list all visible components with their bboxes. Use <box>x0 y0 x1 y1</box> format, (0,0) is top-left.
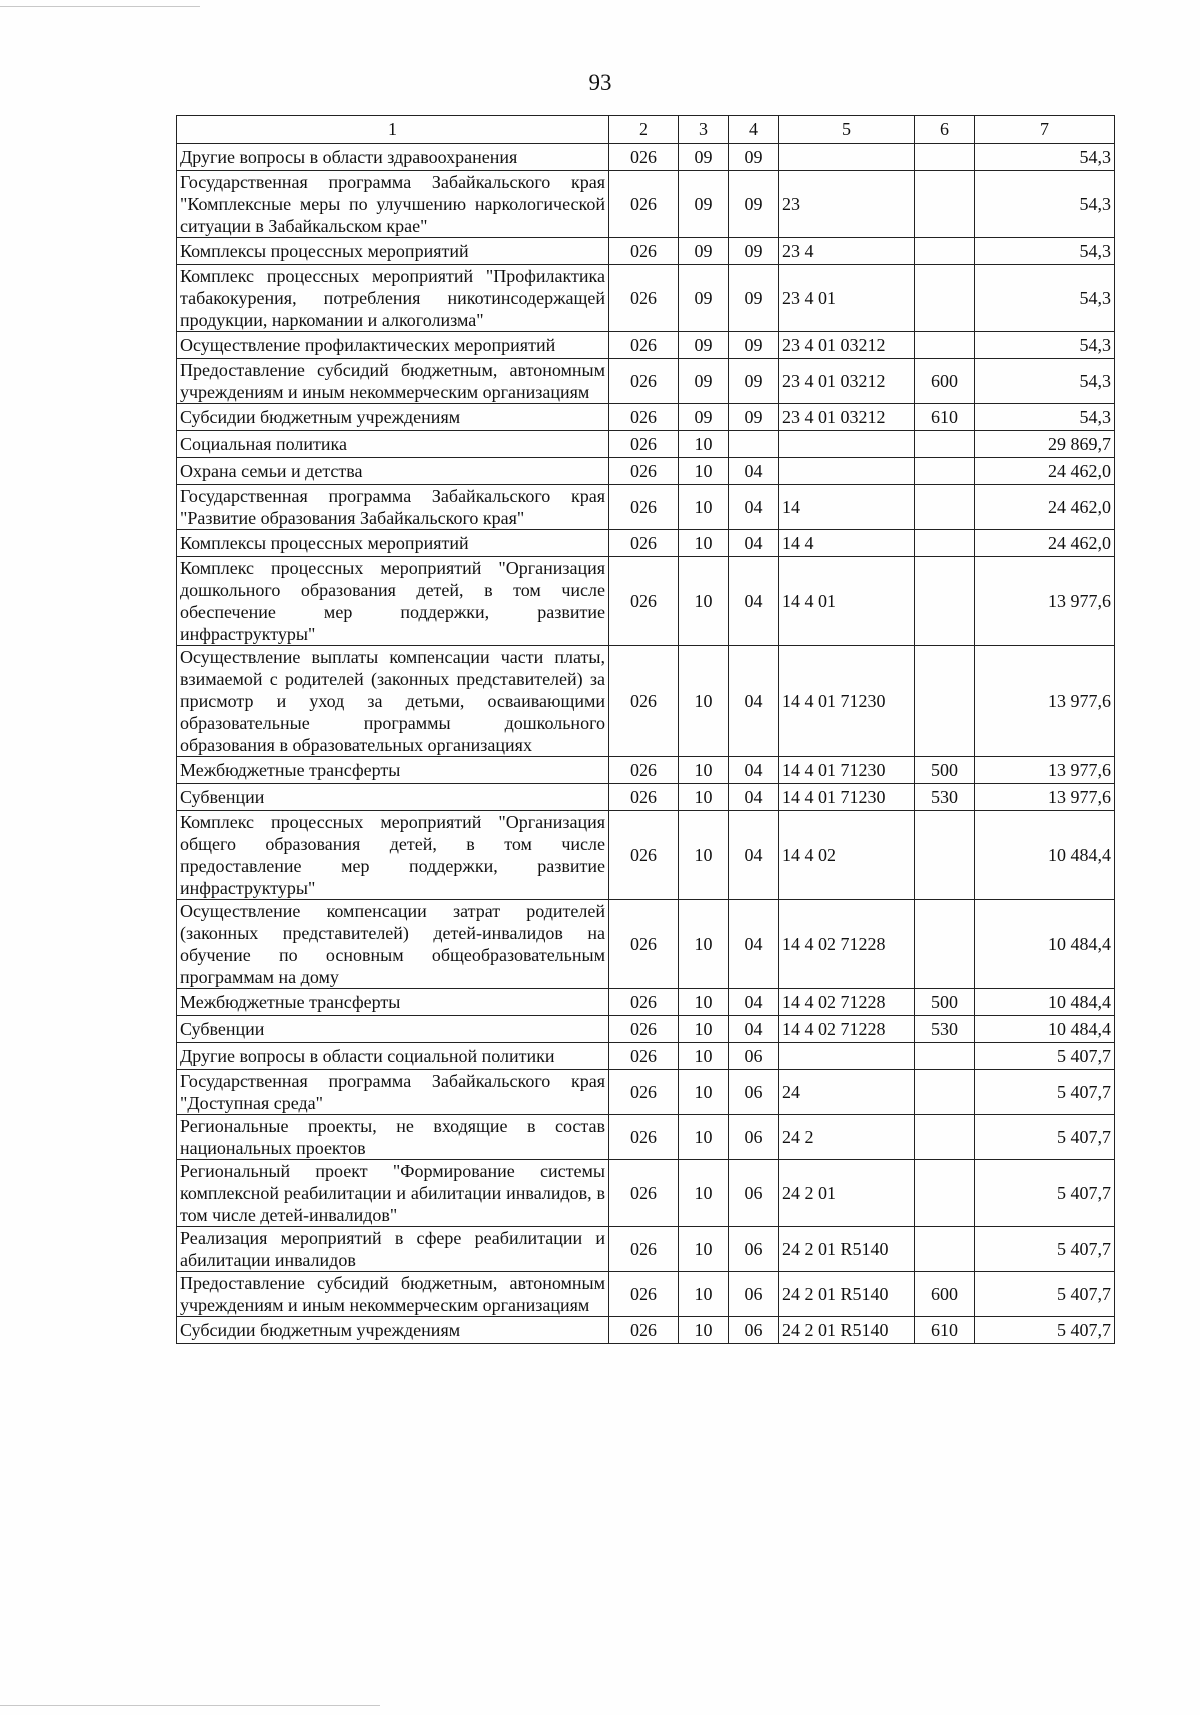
table-row <box>177 757 1115 784</box>
row-name: Предоставление субсидий бюджетным, автономным учреждениям и иным некоммерческим организациям <box>177 1272 609 1317</box>
table-header-row <box>177 116 1115 144</box>
table-row <box>177 359 1115 404</box>
cell-target-article: 24 2 <box>779 1115 915 1160</box>
table-row <box>177 784 1115 811</box>
row-name: Региональный проект "Формирование системы комплексной реабилитации и абилитации инвалидов, в том числе детей-инвалидов" <box>177 1160 609 1227</box>
row-name: Комплекс процессных мероприятий "Организация общего образования детей, в том числе предоставление мер поддержки, развитие инфраструктуры" <box>177 811 609 900</box>
row-name: Осуществление выплаты компенсации части платы, взимаемой с родителей (законных представителей) за присмотр и уход за детьми, осваивающими образовательные программы дошкольного образования в образовательных организациях <box>177 646 609 757</box>
cell-section: 10 <box>679 1043 729 1070</box>
cell-section: 10 <box>679 811 729 900</box>
cell-section: 10 <box>679 431 729 458</box>
cell-target-article: 23 4 <box>779 238 915 265</box>
cell-amount: 5 407,7 <box>975 1070 1115 1115</box>
row-name: Субсидии бюджетным учреждениям <box>177 1317 609 1344</box>
cell-amount: 10 484,4 <box>975 900 1115 989</box>
cell-ministry-code: 026 <box>609 332 679 359</box>
cell-subsection: 04 <box>729 784 779 811</box>
scan-artifact-line <box>0 6 200 7</box>
cell-expense-type <box>915 811 975 900</box>
row-name: Другие вопросы в области здравоохранения <box>177 144 609 171</box>
cell-amount: 5 407,7 <box>975 1160 1115 1227</box>
cell-subsection: 09 <box>729 359 779 404</box>
cell-amount: 13 977,6 <box>975 557 1115 646</box>
cell-section: 09 <box>679 171 729 238</box>
cell-section: 10 <box>679 900 729 989</box>
cell-ministry-code: 026 <box>609 1070 679 1115</box>
cell-target-article: 23 4 01 03212 <box>779 332 915 359</box>
table-row <box>177 811 1115 900</box>
cell-target-article: 14 4 02 <box>779 811 915 900</box>
cell-section: 10 <box>679 530 729 557</box>
cell-section: 09 <box>679 359 729 404</box>
cell-amount: 10 484,4 <box>975 811 1115 900</box>
cell-expense-type: 530 <box>915 1016 975 1043</box>
cell-subsection: 09 <box>729 238 779 265</box>
cell-expense-type <box>915 144 975 171</box>
cell-section: 10 <box>679 989 729 1016</box>
cell-ministry-code: 026 <box>609 900 679 989</box>
row-name: Предоставление субсидий бюджетным, автономным учреждениям и иным некоммерческим организациям <box>177 359 609 404</box>
cell-subsection: 04 <box>729 757 779 784</box>
cell-expense-type <box>915 265 975 332</box>
cell-ministry-code: 026 <box>609 458 679 485</box>
cell-subsection: 06 <box>729 1317 779 1344</box>
table-row <box>177 485 1115 530</box>
cell-expense-type <box>915 332 975 359</box>
cell-section: 10 <box>679 1115 729 1160</box>
column-header: 4 <box>729 116 779 144</box>
cell-subsection: 04 <box>729 485 779 530</box>
cell-amount: 54,3 <box>975 332 1115 359</box>
cell-expense-type <box>915 646 975 757</box>
cell-amount: 13 977,6 <box>975 646 1115 757</box>
cell-subsection: 06 <box>729 1227 779 1272</box>
cell-target-article: 24 2 01 R5140 <box>779 1272 915 1317</box>
cell-subsection: 04 <box>729 458 779 485</box>
cell-subsection: 04 <box>729 557 779 646</box>
cell-expense-type <box>915 530 975 557</box>
table-row <box>177 1070 1115 1115</box>
scan-artifact-line <box>0 1705 380 1706</box>
cell-amount: 54,3 <box>975 238 1115 265</box>
cell-expense-type <box>915 485 975 530</box>
cell-ministry-code: 026 <box>609 989 679 1016</box>
cell-amount: 10 484,4 <box>975 1016 1115 1043</box>
cell-subsection: 06 <box>729 1272 779 1317</box>
cell-subsection: 06 <box>729 1043 779 1070</box>
table-row <box>177 557 1115 646</box>
cell-ministry-code: 026 <box>609 1115 679 1160</box>
cell-target-article: 24 2 01 R5140 <box>779 1227 915 1272</box>
cell-ministry-code: 026 <box>609 431 679 458</box>
cell-section: 09 <box>679 238 729 265</box>
cell-amount: 24 462,0 <box>975 485 1115 530</box>
cell-target-article: 23 4 01 <box>779 265 915 332</box>
cell-target-article: 14 4 01 71230 <box>779 646 915 757</box>
row-name: Субвенции <box>177 1016 609 1043</box>
cell-section: 09 <box>679 144 729 171</box>
cell-ministry-code: 026 <box>609 1160 679 1227</box>
cell-expense-type: 500 <box>915 989 975 1016</box>
cell-amount: 54,3 <box>975 359 1115 404</box>
cell-expense-type <box>915 431 975 458</box>
cell-section: 10 <box>679 1160 729 1227</box>
cell-section: 10 <box>679 1227 729 1272</box>
table-row <box>177 1272 1115 1317</box>
row-name: Государственная программа Забайкальского края "Комплексные меры по улучшению наркологической ситуации в Забайкальском крае" <box>177 171 609 238</box>
cell-target-article: 24 <box>779 1070 915 1115</box>
table-row <box>177 1016 1115 1043</box>
row-name: Субвенции <box>177 784 609 811</box>
row-name: Осуществление компенсации затрат родителей (законных представителей) детей-инвалидов на обучение по основным общеобразовательным программам на дому <box>177 900 609 989</box>
cell-expense-type: 600 <box>915 359 975 404</box>
cell-expense-type <box>915 1227 975 1272</box>
cell-target-article <box>779 144 915 171</box>
cell-subsection: 06 <box>729 1070 779 1115</box>
cell-subsection: 09 <box>729 171 779 238</box>
cell-section: 10 <box>679 557 729 646</box>
cell-amount: 24 462,0 <box>975 458 1115 485</box>
cell-expense-type <box>915 458 975 485</box>
cell-section: 09 <box>679 265 729 332</box>
cell-amount: 54,3 <box>975 171 1115 238</box>
cell-target-article: 14 4 01 71230 <box>779 784 915 811</box>
cell-expense-type: 610 <box>915 404 975 431</box>
cell-subsection: 06 <box>729 1115 779 1160</box>
cell-subsection: 04 <box>729 900 779 989</box>
cell-amount: 54,3 <box>975 144 1115 171</box>
row-name: Комплексы процессных мероприятий <box>177 238 609 265</box>
table-row <box>177 458 1115 485</box>
cell-section: 10 <box>679 784 729 811</box>
cell-expense-type: 530 <box>915 784 975 811</box>
cell-amount: 5 407,7 <box>975 1115 1115 1160</box>
cell-ministry-code: 026 <box>609 784 679 811</box>
table-row <box>177 404 1115 431</box>
row-name: Межбюджетные трансферты <box>177 757 609 784</box>
table-row <box>177 646 1115 757</box>
column-header: 7 <box>975 116 1115 144</box>
cell-amount: 13 977,6 <box>975 784 1115 811</box>
row-name: Государственная программа Забайкальского края "Доступная среда" <box>177 1070 609 1115</box>
cell-target-article: 14 4 02 71228 <box>779 1016 915 1043</box>
cell-section: 09 <box>679 404 729 431</box>
cell-amount: 13 977,6 <box>975 757 1115 784</box>
row-name: Социальная политика <box>177 431 609 458</box>
row-name: Осуществление профилактических мероприятий <box>177 332 609 359</box>
cell-target-article: 24 2 01 R5140 <box>779 1317 915 1344</box>
cell-target-article: 23 4 01 03212 <box>779 359 915 404</box>
row-name: Охрана семьи и детства <box>177 458 609 485</box>
table-row <box>177 332 1115 359</box>
cell-subsection: 06 <box>729 1160 779 1227</box>
cell-section: 10 <box>679 485 729 530</box>
budget-table <box>176 115 1115 1344</box>
table-row <box>177 1227 1115 1272</box>
cell-subsection: 09 <box>729 404 779 431</box>
cell-target-article: 14 4 <box>779 530 915 557</box>
cell-ministry-code: 026 <box>609 757 679 784</box>
row-name: Субсидии бюджетным учреждениям <box>177 404 609 431</box>
table-row <box>177 1317 1115 1344</box>
column-header: 2 <box>609 116 679 144</box>
cell-subsection: 04 <box>729 989 779 1016</box>
table-row <box>177 989 1115 1016</box>
cell-ministry-code: 026 <box>609 1043 679 1070</box>
cell-expense-type <box>915 171 975 238</box>
cell-amount: 24 462,0 <box>975 530 1115 557</box>
cell-expense-type <box>915 238 975 265</box>
cell-amount: 5 407,7 <box>975 1227 1115 1272</box>
cell-subsection: 04 <box>729 1016 779 1043</box>
cell-section: 10 <box>679 1016 729 1043</box>
page-number: 93 <box>588 70 612 95</box>
cell-subsection: 04 <box>729 530 779 557</box>
cell-ministry-code: 026 <box>609 404 679 431</box>
cell-section: 10 <box>679 1317 729 1344</box>
cell-section: 09 <box>679 332 729 359</box>
cell-amount: 10 484,4 <box>975 989 1115 1016</box>
cell-target-article: 23 <box>779 171 915 238</box>
cell-section: 10 <box>679 458 729 485</box>
table-row <box>177 238 1115 265</box>
cell-expense-type <box>915 1115 975 1160</box>
cell-expense-type <box>915 557 975 646</box>
cell-expense-type <box>915 1160 975 1227</box>
table-row <box>177 144 1115 171</box>
column-header: 3 <box>679 116 729 144</box>
cell-ministry-code: 026 <box>609 1227 679 1272</box>
table-row <box>177 1160 1115 1227</box>
cell-ministry-code: 026 <box>609 530 679 557</box>
cell-ministry-code: 026 <box>609 1016 679 1043</box>
cell-expense-type <box>915 900 975 989</box>
cell-expense-type <box>915 1043 975 1070</box>
column-header: 6 <box>915 116 975 144</box>
cell-ministry-code: 026 <box>609 265 679 332</box>
cell-target-article: 14 <box>779 485 915 530</box>
cell-target-article: 14 4 02 71228 <box>779 900 915 989</box>
cell-target-article: 23 4 01 03212 <box>779 404 915 431</box>
cell-target-article: 14 4 01 <box>779 557 915 646</box>
cell-ministry-code: 026 <box>609 359 679 404</box>
table-row <box>177 1115 1115 1160</box>
cell-ministry-code: 026 <box>609 1317 679 1344</box>
row-name: Комплекс процессных мероприятий "Профилактика табакокурения, потребления никотинсодержащей продукции, наркомании и алкоголизма" <box>177 265 609 332</box>
cell-amount: 54,3 <box>975 265 1115 332</box>
row-name: Межбюджетные трансферты <box>177 989 609 1016</box>
table-row <box>177 900 1115 989</box>
cell-ministry-code: 026 <box>609 1272 679 1317</box>
cell-target-article <box>779 458 915 485</box>
cell-amount: 5 407,7 <box>975 1317 1115 1344</box>
table-row <box>177 1043 1115 1070</box>
cell-subsection: 04 <box>729 646 779 757</box>
cell-amount: 5 407,7 <box>975 1043 1115 1070</box>
column-header: 1 <box>177 116 609 144</box>
cell-expense-type: 600 <box>915 1272 975 1317</box>
cell-section: 10 <box>679 1070 729 1115</box>
cell-target-article <box>779 431 915 458</box>
row-name: Комплекс процессных мероприятий "Организация дошкольного образования детей, в том числе обеспечение мер поддержки, развитие инфраструктуры" <box>177 557 609 646</box>
cell-ministry-code: 026 <box>609 144 679 171</box>
cell-target-article <box>779 1043 915 1070</box>
row-name: Другие вопросы в области социальной политики <box>177 1043 609 1070</box>
cell-subsection: 09 <box>729 265 779 332</box>
cell-section: 10 <box>679 757 729 784</box>
table-row <box>177 431 1115 458</box>
cell-subsection <box>729 431 779 458</box>
cell-amount: 54,3 <box>975 404 1115 431</box>
cell-expense-type <box>915 1070 975 1115</box>
cell-ministry-code: 026 <box>609 557 679 646</box>
cell-target-article: 14 4 01 71230 <box>779 757 915 784</box>
cell-section: 10 <box>679 1272 729 1317</box>
cell-section: 10 <box>679 646 729 757</box>
table-row <box>177 265 1115 332</box>
row-name: Государственная программа Забайкальского края "Развитие образования Забайкальского края" <box>177 485 609 530</box>
cell-amount: 5 407,7 <box>975 1272 1115 1317</box>
row-name: Реализация мероприятий в сфере реабилитации и абилитации инвалидов <box>177 1227 609 1272</box>
cell-expense-type: 610 <box>915 1317 975 1344</box>
cell-ministry-code: 026 <box>609 646 679 757</box>
cell-ministry-code: 026 <box>609 171 679 238</box>
cell-ministry-code: 026 <box>609 485 679 530</box>
cell-subsection: 04 <box>729 811 779 900</box>
row-name: Региональные проекты, не входящие в состав национальных проектов <box>177 1115 609 1160</box>
row-name: Комплексы процессных мероприятий <box>177 530 609 557</box>
cell-expense-type: 500 <box>915 757 975 784</box>
cell-amount: 29 869,7 <box>975 431 1115 458</box>
cell-ministry-code: 026 <box>609 238 679 265</box>
cell-subsection: 09 <box>729 144 779 171</box>
cell-subsection: 09 <box>729 332 779 359</box>
cell-ministry-code: 026 <box>609 811 679 900</box>
column-header: 5 <box>779 116 915 144</box>
cell-target-article: 24 2 01 <box>779 1160 915 1227</box>
table-row <box>177 530 1115 557</box>
cell-target-article: 14 4 02 71228 <box>779 989 915 1016</box>
table-row <box>177 171 1115 238</box>
